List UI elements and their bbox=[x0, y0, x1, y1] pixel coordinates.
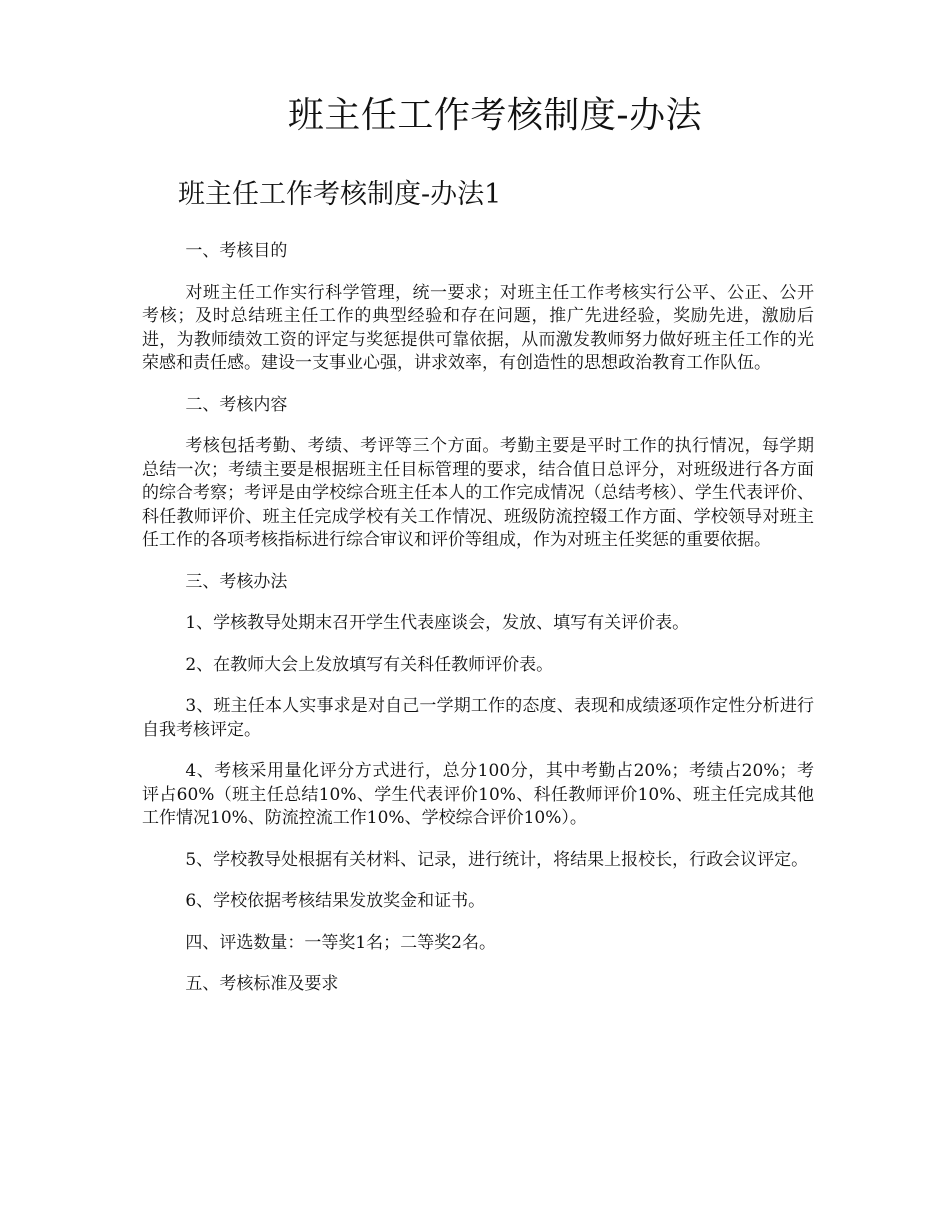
section-heading-quota: 四、评选数量：一等奖1名；二等奖2名。 bbox=[185, 932, 496, 953]
section-heading-purpose: 一、考核目的 bbox=[185, 241, 288, 261]
document-subtitle: 班主任工作考核制度-办法1 bbox=[178, 179, 502, 210]
section-heading-method: 三、考核办法 bbox=[185, 571, 288, 592]
method-item-3: 3、班主任本人实事求是对自己一学期工作的态度、表现和成绩逐项作定性分析进行自我考核评定。 bbox=[142, 696, 814, 740]
method-item-6: 6、学校依据考核结果发放奖金和证书。 bbox=[185, 891, 486, 911]
paragraph-purpose: 对班主任工作实行科学管理，统一要求；对班主任工作考核实行公平、公正、公开考核；及时总结班主任工作的典型经验和存在问题，推广先进经验，奖励先进，激励后进，为教师绩效工资的评定与奖惩提供可靠依据，从而激发教师努力做好班主任工作的光荣感和责任感。建设一支事业心强，讲求效率，有创造性的思想政治教育工作队伍。 bbox=[142, 282, 814, 373]
method-item-4: 4、考核采用量化评分方式进行，总分100分，其中考勤占20%；考绩占20%；考评占60%（班主任总结10%、学生代表评价10%、科任教师评价10%、班主任完成其他工作情况10%、防流控流工作10%、学校综合评价10%）。 bbox=[142, 761, 814, 828]
method-item-2: 2、在教师大会上发放填写有关科任教师评价表。 bbox=[185, 654, 554, 675]
document-title: 班主任工作考核制度-办法 bbox=[287, 95, 703, 136]
section-heading-content: 二、考核内容 bbox=[185, 394, 288, 415]
section-heading-standards: 五、考核标准及要求 bbox=[185, 974, 339, 994]
method-item-1: 1、学核教导处期末召开学生代表座谈会，发放、填写有关评价表。 bbox=[185, 613, 690, 633]
document-body bbox=[142, 240, 814, 1015]
paragraph-content: 考核包括考勤、考绩、考评等三个方面。考勤主要是平时工作的执行情况，每学期总结一次；考绩主要是根据班主任目标管理的要求，结合值日总评分，对班级进行各方面的综合考察；考评是由学校综合班主任本人的工作完成情况（总结考核）、学生代表评价、科任教师评价、班主任完成学校有关工作情况、班级防流控辍工作方面、学校领导对班主任工作的各项考核指标进行综合审议和评价等组成，作为对班主任奖惩的重要依据。 bbox=[142, 436, 814, 550]
method-item-5: 5、学校教导处根据有关材料、记录，进行统计，将结果上报校长，行政会议评定。 bbox=[185, 849, 809, 870]
